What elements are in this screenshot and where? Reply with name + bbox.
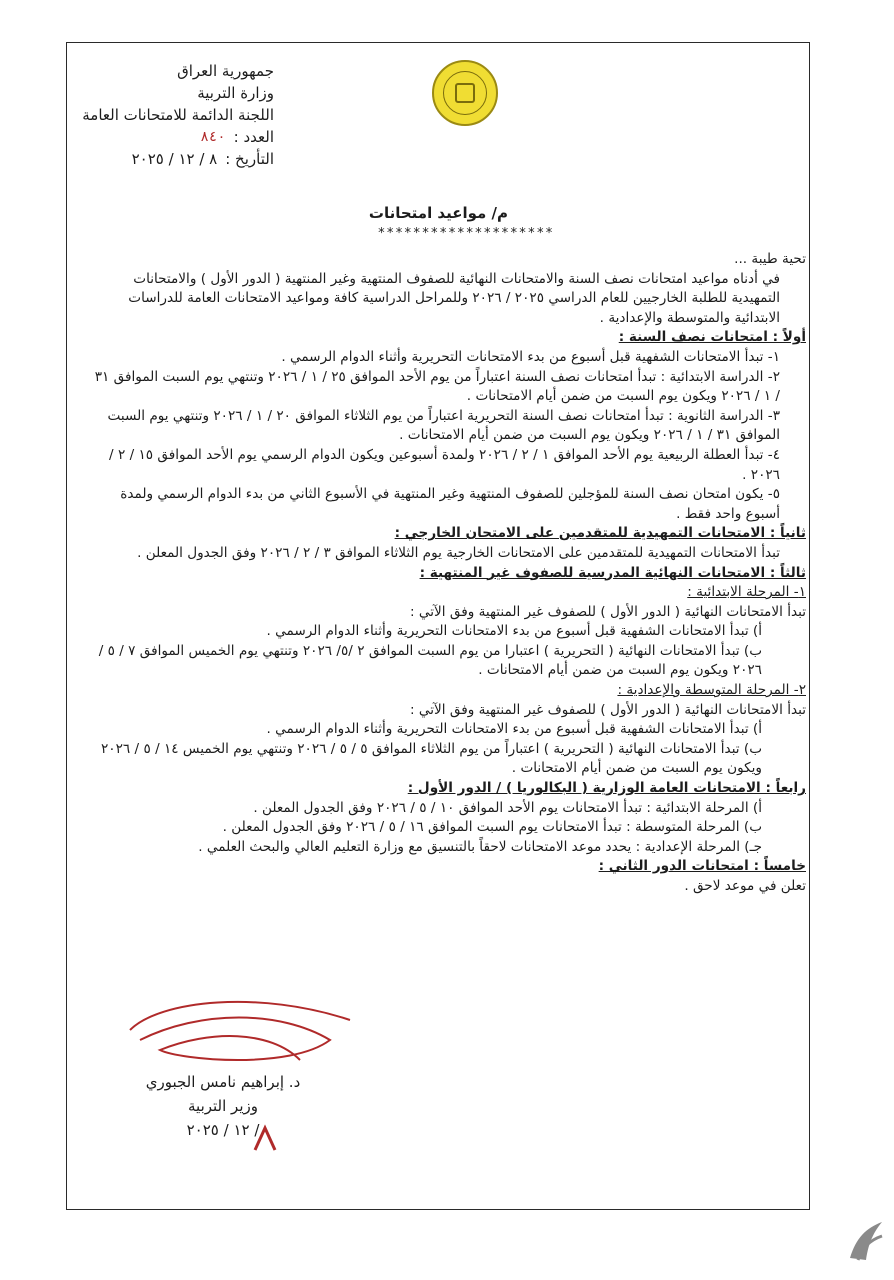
signature-date: / ١٢ / ٢٠٢٥ (186, 1121, 260, 1139)
section-3-secondary-title: ٢- المرحلة المتوسطة والإعدادية : (617, 682, 806, 699)
signatory-title: وزير التربية (188, 1097, 258, 1115)
header-date-row (24, 148, 274, 170)
section-3-secondary-b: ب) تبدأ الامتحانات النهائية ( التحريرية ) اعتباراً من يوم الثلاثاء الموافق ٥ / ٥ / ٢٠٢٦ وتنتهي يوم الخميس ١٤ / ٥ / ٢٠٢٦ ويكون يوم السبت من ضمن أيام الامتحانات . (100, 740, 762, 777)
section-1-item-2: ٢- الدراسة الابتدائية : تبدأ امتحانات نصف السنة اعتباراً من يوم الأحد الموافق ٢٥ / ١ / ٢٠٢٦ وتنتهي يوم السبت الموافق ٣١ / ١ / ٢٠٢٦ ويكون يوم السبت من ضمن أيام الامتحانات . (94, 368, 780, 405)
ministry-seal-icon (432, 60, 498, 126)
subject-divider: ******************** (377, 226, 554, 241)
section-4-c: جـ) المرحلة الإعدادية : يحدد موعد الامتحانات لاحقاً بالتنسيق مع وزارة التعليم العالي والبحث العلمي . (198, 838, 762, 855)
date-label: التأريخ : (225, 150, 274, 168)
signatory-name: د. إبراهيم نامس الجبوري (145, 1073, 301, 1091)
section-3-title: ثالثاً : الامتحانات النهائية المدرسية للصفوف غير المنتهية : (419, 564, 806, 581)
section-3-secondary-intro: تبدأ الامتحانات النهائية ( الدور الأول ) للصفوف غير المنتهية وفق الآتي : (410, 701, 806, 718)
header-number-row (24, 126, 274, 148)
section-3-secondary-a: أ) تبدأ الامتحانات الشفهية قبل أسبوع من بدء الامتحانات التحريرية وأثناء الدوام الرسمي . (266, 721, 762, 738)
number-value: ٨٤٠ (200, 129, 226, 145)
section-1-item-5: ٥- يكون امتحان نصف السنة للمؤجلين للصفوف المنتهية وغير المنتهية في الأسبوع الثاني من بدء الدوام الرسمي ولمدة أسبوع واحد فقط . (120, 486, 780, 522)
section-5-title: خامساً : امتحانات الدور الثاني : (598, 858, 806, 875)
watermark-logo-icon (846, 1218, 886, 1264)
greeting: تحية طيبة ... (734, 251, 806, 267)
section-3-primary-a: أ) تبدأ الامتحانات الشفهية قبل أسبوع من بدء الامتحانات التحريرية وأثناء الدوام الرسمي . (266, 623, 762, 640)
section-5-text: تعلن في موعد لاحق . (684, 878, 806, 894)
section-3-primary-b: ب) تبدأ الامتحانات النهائية ( التحريرية ) اعتبارا من يوم السبت الموافق ٢ /٥/ ٢٠٢٦ وتنتهي يوم الخميس الموافق ٧ / ٥ / ٢٠٢٦ ويكون يوم السبت من ضمن أيام الامتحانات . (98, 642, 762, 679)
header-committee: اللجنة الدائمة للامتحانات العامة (82, 106, 274, 124)
section-1-item-4: ٤- تبدأ العطلة الربيعية يوم الأحد الموافق ١ / ٢ / ٢٠٢٦ ولمدة أسبوعين ويكون الدوام الرسمي يوم الأحد الموافق ١٥ / ٢ / ٢٠٢٦ . (109, 446, 780, 483)
section-4-a: أ) المرحلة الابتدائية : تبدأ الامتحانات يوم الأحد الموافق ١٠ / ٥ / ٢٠٢٦ وفق الجدول المعلن . (253, 799, 762, 816)
section-4-title: رابعاً : الامتحانات العامة الوزارية ( البكالوريا ) / الدور الأول : (407, 780, 806, 797)
header-country: جمهورية العراق (177, 62, 274, 80)
letter-header (24, 60, 274, 170)
section-2-title: ثانياً : الامتحانات التمهيدية للمتقدمين على الامتحان الخارجي : (394, 525, 806, 542)
section-4-b: ب) المرحلة المتوسطة : تبدأ الامتحانات يوم السبت الموافق ١٦ / ٥ / ٢٠٢٦ وفق الجدول المعلن . (222, 819, 762, 836)
letter-body (86, 250, 806, 897)
intro-paragraph: في أدناه مواعيد امتحانات نصف السنة والامتحانات النهائية للصفوف المنتهية وغير المنتهية ( الدور الأول ) والامتحانات التمهيدية للطلبة الخارجيين للعام الدراسي ٢٠٢٥ / ٢٠٢٦ وللمراحل الدراسية كافة ومواعيد الامتحانات العامة للدراسات الابتدائية والمتوسطة والإعدادية . (128, 270, 780, 326)
date-value: ٨ / ١٢ / ٢٠٢٥ (131, 150, 218, 168)
letter-subject: م/ مواعيد امتحانات (368, 204, 508, 222)
section-1-item-3: ٣- الدراسة الثانوية : تبدأ امتحانات نصف السنة التحريرية اعتباراً من يوم الثلاثاء الموافق ٢٠ / ١ / ٢٠٢٦ وتنتهي يوم السبت الموافق ٣١ / ١ / ٢٠٢٦ ويكون يوم السبت من ضمن أيام الامتحانات . (107, 407, 780, 444)
signature-block (108, 1070, 338, 1142)
number-label: العدد : (233, 128, 274, 146)
section-2-text: تبدأ الامتحانات التمهيدية للمتقدمين على الامتحانات الخارجية يوم الثلاثاء الموافق ٣ / ٢ / ٢٠٢٦ وفق الجدول المعلن . (137, 544, 780, 561)
handwritten-day-icon (252, 1124, 278, 1154)
section-1-title: أولاً : امتحانات نصف السنة : (618, 329, 806, 346)
section-1-item-1: ١- تبدأ الامتحانات الشفهية قبل أسبوع من بدء الامتحانات التحريرية وأثناء الدوام الرسمي . (281, 348, 780, 365)
section-3-primary-intro: تبدأ الامتحانات النهائية ( الدور الأول ) للصفوف غير المنتهية وفق الآتي : (410, 603, 806, 620)
signature-scribble-icon (120, 990, 360, 1080)
header-ministry: وزارة التربية (197, 84, 274, 102)
section-3-primary-title: ١- المرحلة الابتدائية : (687, 584, 806, 601)
